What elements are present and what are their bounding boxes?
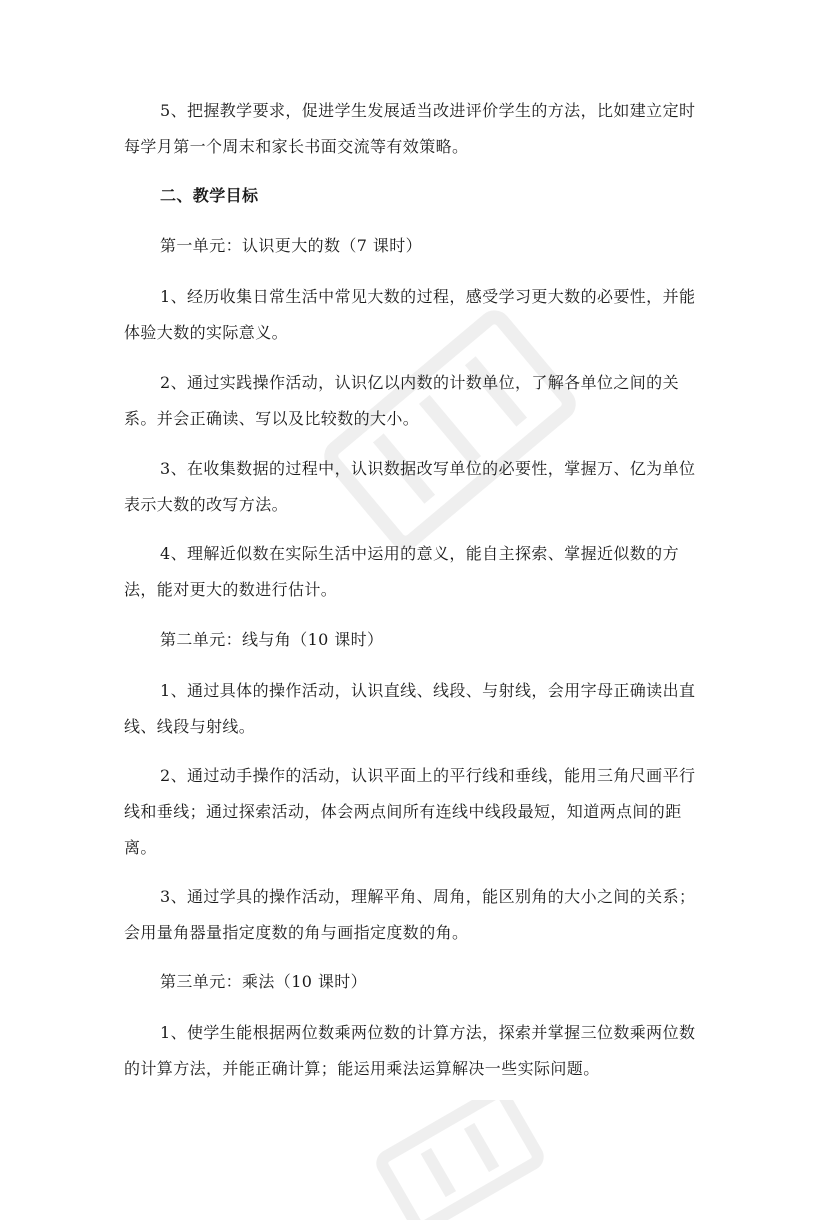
text-line: 2、通过实践操作活动，认识亿以内数的计数单位，了解各单位之间的关: [160, 373, 679, 392]
text-line: 线和垂线；通过探索活动，体会两点间所有连线中线段最短，知道两点间的距: [124, 802, 682, 821]
text-line: 第二单元：线与角（10 课时）: [160, 630, 384, 649]
text-line: 1、使学生能根据两位数乘两位数的计算方法，探索并掌握三位数乘两位数: [160, 1023, 696, 1042]
text-line: 会用量角器量指定度数的角与画指定度数的角。: [124, 923, 469, 942]
section-heading-teaching-goals: [124, 178, 714, 214]
unit-1-title: [124, 228, 714, 264]
text-line: 每学月第一个周末和家长书面交流等有效策略。: [124, 137, 469, 156]
unit-1-goal-4: [124, 536, 714, 608]
text-line: 1、经历收集日常生活中常见大数的过程，感受学习更大数的必要性，并能: [160, 287, 696, 306]
unit-3-goal-1: [124, 1015, 714, 1087]
text-line: 5、把握教学要求，促进学生发展适当改进评价学生的方法，比如建立定时: [160, 101, 696, 120]
unit-2-goal-3: [124, 879, 714, 951]
unit-1-goal-2: [124, 365, 714, 437]
text-line: 1、通过具体的操作活动，认识直线、线段、与射线，会用字母正确读出直: [160, 681, 696, 700]
text-line: 二、教学目标: [160, 186, 259, 205]
text-line: 2、通过动手操作的活动，认识平面上的平行线和垂线，能用三角尺画平行: [160, 766, 696, 785]
unit-2-goal-1: [124, 673, 714, 745]
text-line: 法，能对更大的数进行估计。: [124, 580, 338, 599]
text-line: 第三单元：乘法（10 课时）: [160, 972, 368, 991]
paragraph-policy-5: [124, 93, 714, 165]
text-line: 系。并会正确读、写以及比较数的大小。: [124, 409, 420, 428]
text-line: 3、通过学具的操作活动，理解平角、周角，能区别角的大小之间的关系；: [160, 887, 696, 906]
unit-2-goal-2: [124, 758, 714, 866]
text-line: 3、在收集数据的过程中，认识数据改写单位的必要性，掌握万、亿为单位: [160, 459, 696, 478]
text-line: 线、线段与射线。: [124, 717, 256, 736]
text-line: 体验大数的实际意义。: [124, 323, 289, 342]
unit-1-goal-3: [124, 451, 714, 523]
text-line: 4、理解近似数在实际生活中运用的意义，能自主探索、掌握近似数的方: [160, 544, 679, 563]
text-line: 表示大数的改写方法。: [124, 495, 289, 514]
text-line: 离。: [124, 838, 157, 857]
text-line: 第一单元：认识更大的数（7 课时）: [160, 236, 423, 255]
text-line: 的计算方法，并能正确计算；能运用乘法运算解决一些实际问题。: [124, 1059, 600, 1078]
unit-1-goal-1: [124, 279, 714, 351]
unit-2-title: [124, 622, 714, 658]
unit-3-title: [124, 964, 714, 1000]
